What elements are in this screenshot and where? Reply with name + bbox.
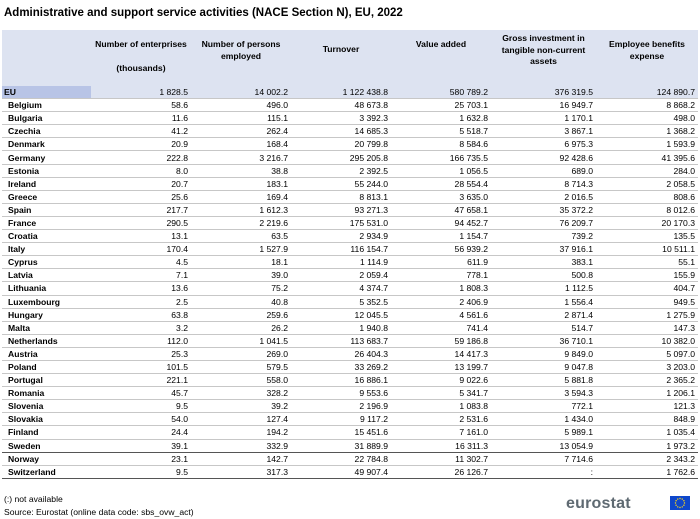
table-row xyxy=(2,334,698,347)
cell-value: 55.1 xyxy=(596,256,698,269)
row-label: Denmark xyxy=(2,138,91,151)
row-label: Sweden xyxy=(2,439,91,452)
footnote-source: Source: Eurostat (online data code: sbs_ovw_act) xyxy=(4,507,194,517)
row-label: Portugal xyxy=(2,374,91,387)
eu-flag-icon xyxy=(670,496,690,510)
cell-value: 39.2 xyxy=(191,400,291,413)
header-value-added-label: Value added xyxy=(415,39,467,49)
cell-value: 500.8 xyxy=(491,269,596,282)
cell-value: 1 041.5 xyxy=(191,334,291,347)
cell-value: 1 632.8 xyxy=(391,112,491,125)
cell-value: 16 311.3 xyxy=(391,439,491,452)
table-row xyxy=(2,203,698,216)
eu-flag-star xyxy=(675,502,676,503)
header-employee-benefits-label: Employee benefits expense xyxy=(609,39,685,61)
header-persons-employed xyxy=(191,30,291,86)
cell-value: 2 058.5 xyxy=(596,177,698,190)
cell-value: 259.6 xyxy=(191,308,291,321)
row-label: Hungary xyxy=(2,308,91,321)
cell-value: 31 889.9 xyxy=(291,439,391,452)
cell-value: 9 047.8 xyxy=(491,360,596,373)
table-row xyxy=(2,99,698,112)
cell-value: 166 735.5 xyxy=(391,151,491,164)
cell-value: 175 531.0 xyxy=(291,216,391,229)
header-enterprises xyxy=(91,30,191,86)
table-row xyxy=(2,112,698,125)
cell-value: 142.7 xyxy=(191,452,291,465)
header-row xyxy=(2,30,698,86)
cell-value: 13.1 xyxy=(91,230,191,243)
eurostat-logo-text: eurostat xyxy=(566,495,631,512)
header-corner xyxy=(2,30,91,86)
cell-value: 135.5 xyxy=(596,230,698,243)
cell-value: 949.5 xyxy=(596,295,698,308)
eu-flag-star xyxy=(683,500,684,501)
row-label: Spain xyxy=(2,203,91,216)
cell-value: 2 196.9 xyxy=(291,400,391,413)
table-row xyxy=(2,230,698,243)
eu-flag-star xyxy=(675,500,676,501)
cell-value: 58.6 xyxy=(91,99,191,112)
cell-value: 1 275.9 xyxy=(596,308,698,321)
cell-value: 47 658.1 xyxy=(391,203,491,216)
cell-value: 2 871.4 xyxy=(491,308,596,321)
cell-value: 25.3 xyxy=(91,347,191,360)
cell-value: 116 154.7 xyxy=(291,243,391,256)
header-unit-label: (thousands) xyxy=(116,62,166,73)
cell-value: 183.1 xyxy=(191,177,291,190)
cell-value: 8 584.6 xyxy=(391,138,491,151)
cell-value: 121.3 xyxy=(596,400,698,413)
cell-value: 4.5 xyxy=(91,256,191,269)
cell-value: 23.1 xyxy=(91,452,191,465)
cell-value: 15 451.6 xyxy=(291,426,391,439)
cell-value: 40.8 xyxy=(191,295,291,308)
cell-value: 3 867.1 xyxy=(491,125,596,138)
cell-value: 37 916.1 xyxy=(491,243,596,256)
cell-value: 5 352.5 xyxy=(291,295,391,308)
header-gross-investment-label: Gross investment in tangible non-current assets xyxy=(501,33,586,66)
table-title: Administrative and support service activities (NACE Section N), EU, 2022 xyxy=(4,7,403,19)
cell-value: 63.8 xyxy=(91,308,191,321)
cell-value: 24.4 xyxy=(91,426,191,439)
table-row xyxy=(2,308,698,321)
cell-value: 1 593.9 xyxy=(596,138,698,151)
cell-value: 2 059.4 xyxy=(291,269,391,282)
cell-value: 2 934.9 xyxy=(291,230,391,243)
row-label: Malta xyxy=(2,321,91,334)
cell-value: 328.2 xyxy=(191,387,291,400)
cell-value: 16 949.7 xyxy=(491,99,596,112)
row-label: Austria xyxy=(2,347,91,360)
cell-value: 56 939.2 xyxy=(391,243,491,256)
cell-value: 2 365.2 xyxy=(596,374,698,387)
cell-value: 38.8 xyxy=(191,164,291,177)
cell-value: 11.6 xyxy=(91,112,191,125)
cell-value: 580 789.2 xyxy=(391,86,491,99)
eu-flag-star xyxy=(677,506,678,507)
cell-value: 1 828.5 xyxy=(91,86,191,99)
cell-value: 1 940.8 xyxy=(291,321,391,334)
cell-value: 217.7 xyxy=(91,203,191,216)
cell-value: 221.1 xyxy=(91,374,191,387)
cell-value: 741.4 xyxy=(391,321,491,334)
cell-value: 3.2 xyxy=(91,321,191,334)
cell-value: 9 553.6 xyxy=(291,387,391,400)
cell-value: 262.4 xyxy=(191,125,291,138)
table-row xyxy=(2,387,698,400)
cell-value: 41.2 xyxy=(91,125,191,138)
cell-value: 26 126.7 xyxy=(391,465,491,478)
cell-value: 14 417.3 xyxy=(391,347,491,360)
cell-value: 1 527.9 xyxy=(191,243,291,256)
cell-value: 6 975.3 xyxy=(491,138,596,151)
cell-value: 772.1 xyxy=(491,400,596,413)
eu-flag-star xyxy=(682,506,683,507)
cell-value: 1 973.2 xyxy=(596,439,698,452)
cell-value: 124 890.7 xyxy=(596,86,698,99)
eu-flag-star xyxy=(684,502,685,503)
cell-value: 25.6 xyxy=(91,190,191,203)
cell-value: 295 205.8 xyxy=(291,151,391,164)
row-label: Belgium xyxy=(2,99,91,112)
cell-value: 92 428.6 xyxy=(491,151,596,164)
cell-value: 39.0 xyxy=(191,269,291,282)
cell-value: 1 122 438.8 xyxy=(291,86,391,99)
cell-value: 8 813.1 xyxy=(291,190,391,203)
cell-value: 2 343.2 xyxy=(596,452,698,465)
cell-value: 1 056.5 xyxy=(391,164,491,177)
cell-value: 2 016.5 xyxy=(491,190,596,203)
cell-value: 1 612.3 xyxy=(191,203,291,216)
cell-value: 20 799.8 xyxy=(291,138,391,151)
cell-value: 808.6 xyxy=(596,190,698,203)
cell-value: 20.9 xyxy=(91,138,191,151)
cell-value: 496.0 xyxy=(191,99,291,112)
row-label: France xyxy=(2,216,91,229)
cell-value: 147.3 xyxy=(596,321,698,334)
cell-value: 49 907.4 xyxy=(291,465,391,478)
cell-value: 1 206.1 xyxy=(596,387,698,400)
header-turnover xyxy=(291,30,391,86)
table-row xyxy=(2,465,698,478)
cell-value: 1 808.3 xyxy=(391,282,491,295)
row-label: Estonia xyxy=(2,164,91,177)
header-employee-benefits xyxy=(596,30,698,86)
cell-value: 317.3 xyxy=(191,465,291,478)
cell-value: 11 302.7 xyxy=(391,452,491,465)
cell-value: 383.1 xyxy=(491,256,596,269)
cell-value: 2 219.6 xyxy=(191,216,291,229)
cell-value: 1 114.9 xyxy=(291,256,391,269)
row-label: Slovakia xyxy=(2,413,91,426)
cell-value: 13 054.9 xyxy=(491,439,596,452)
cell-value: 8 868.2 xyxy=(596,99,698,112)
cell-value: 20 170.3 xyxy=(596,216,698,229)
row-label: Latvia xyxy=(2,269,91,282)
table-row-eu xyxy=(2,86,698,99)
cell-value: 1 154.7 xyxy=(391,230,491,243)
cell-value: 2 531.6 xyxy=(391,413,491,426)
row-label: Romania xyxy=(2,387,91,400)
cell-value: 498.0 xyxy=(596,112,698,125)
table-row xyxy=(2,360,698,373)
cell-value: 35 372.2 xyxy=(491,203,596,216)
table-row xyxy=(2,413,698,426)
row-label: Bulgaria xyxy=(2,112,91,125)
table-row xyxy=(2,269,698,282)
cell-value: 3 203.0 xyxy=(596,360,698,373)
cell-value: 4 374.7 xyxy=(291,282,391,295)
data-table xyxy=(2,30,698,479)
cell-value: 10 382.0 xyxy=(596,334,698,347)
cell-value: 579.5 xyxy=(191,360,291,373)
table-row xyxy=(2,256,698,269)
row-label: Lithuania xyxy=(2,282,91,295)
cell-value: 5 518.7 xyxy=(391,125,491,138)
cell-value: 101.5 xyxy=(91,360,191,373)
cell-value: 115.1 xyxy=(191,112,291,125)
cell-value: 778.1 xyxy=(391,269,491,282)
row-label: EU xyxy=(2,86,91,99)
row-label: Poland xyxy=(2,360,91,373)
cell-value: 284.0 xyxy=(596,164,698,177)
cell-value: 514.7 xyxy=(491,321,596,334)
cell-value: 168.4 xyxy=(191,138,291,151)
table-row xyxy=(2,400,698,413)
cell-value: 26 404.3 xyxy=(291,347,391,360)
header-gross-investment xyxy=(491,30,596,86)
cell-value: 26.2 xyxy=(191,321,291,334)
cell-value: 9 022.6 xyxy=(391,374,491,387)
cell-value: 127.4 xyxy=(191,413,291,426)
row-label: Italy xyxy=(2,243,91,256)
table-row xyxy=(2,374,698,387)
cell-value: 1 035.4 xyxy=(596,426,698,439)
cell-value: 14 002.2 xyxy=(191,86,291,99)
cell-value: 611.9 xyxy=(391,256,491,269)
cell-value: 8 012.6 xyxy=(596,203,698,216)
row-label: Greece xyxy=(2,190,91,203)
cell-value: 1 762.6 xyxy=(596,465,698,478)
cell-value: 290.5 xyxy=(91,216,191,229)
eu-flag-star xyxy=(677,498,678,499)
cell-value: 1 170.1 xyxy=(491,112,596,125)
cell-value: 332.9 xyxy=(191,439,291,452)
eu-flag-star xyxy=(675,505,676,506)
cell-value: 75.2 xyxy=(191,282,291,295)
header-turnover-label: Turnover xyxy=(322,44,360,54)
table-row xyxy=(2,151,698,164)
cell-value: 9 117.2 xyxy=(291,413,391,426)
cell-value: 739.2 xyxy=(491,230,596,243)
cell-value: 3 635.0 xyxy=(391,190,491,203)
row-label: Switzerland xyxy=(2,465,91,478)
cell-value: 10 511.1 xyxy=(596,243,698,256)
cell-value: 7 161.0 xyxy=(391,426,491,439)
table-row xyxy=(2,452,698,465)
cell-value: 93 271.3 xyxy=(291,203,391,216)
cell-value: 194.2 xyxy=(191,426,291,439)
eu-flag-star xyxy=(679,507,680,508)
cell-value: 45.7 xyxy=(91,387,191,400)
cell-value: 25 703.1 xyxy=(391,99,491,112)
cell-value: 5 989.1 xyxy=(491,426,596,439)
table-row xyxy=(2,439,698,452)
cell-value: 48 673.8 xyxy=(291,99,391,112)
cell-value: 94 452.7 xyxy=(391,216,491,229)
cell-value: 2 406.9 xyxy=(391,295,491,308)
cell-value: 13 199.7 xyxy=(391,360,491,373)
cell-value: 9.5 xyxy=(91,400,191,413)
row-label: Slovenia xyxy=(2,400,91,413)
row-label: Ireland xyxy=(2,177,91,190)
cell-value: 9.5 xyxy=(91,465,191,478)
cell-value: 41 395.6 xyxy=(596,151,698,164)
cell-value: 376 319.5 xyxy=(491,86,596,99)
table-row xyxy=(2,125,698,138)
cell-value: 3 594.3 xyxy=(491,387,596,400)
table-row xyxy=(2,164,698,177)
eu-flag-star xyxy=(679,498,680,499)
cell-value: 33 269.2 xyxy=(291,360,391,373)
cell-value: 18.1 xyxy=(191,256,291,269)
cell-value: 5 341.7 xyxy=(391,387,491,400)
cell-value: 2.5 xyxy=(91,295,191,308)
cell-value: 76 209.7 xyxy=(491,216,596,229)
header-persons-employed-label: Number of persons employed xyxy=(201,39,281,61)
cell-value: 7.1 xyxy=(91,269,191,282)
cell-value: 848.9 xyxy=(596,413,698,426)
cell-value: 9 849.0 xyxy=(491,347,596,360)
row-label: Germany xyxy=(2,151,91,164)
cell-value: 54.0 xyxy=(91,413,191,426)
row-label: Norway xyxy=(2,452,91,465)
cell-value: 13.6 xyxy=(91,282,191,295)
table-row xyxy=(2,216,698,229)
table-row xyxy=(2,177,698,190)
cell-value: 63.5 xyxy=(191,230,291,243)
cell-value: 1 556.4 xyxy=(491,295,596,308)
table-row xyxy=(2,426,698,439)
cell-value: 7 714.6 xyxy=(491,452,596,465)
cell-value: 39.1 xyxy=(91,439,191,452)
cell-value: 12 045.5 xyxy=(291,308,391,321)
cell-value: 59 186.8 xyxy=(391,334,491,347)
row-label: Luxembourg xyxy=(2,295,91,308)
cell-value: 3 392.3 xyxy=(291,112,391,125)
table-body xyxy=(2,86,698,478)
cell-value: 169.4 xyxy=(191,190,291,203)
table-row xyxy=(2,190,698,203)
header-enterprises-label: Number of enterprises xyxy=(95,39,187,49)
cell-value: 155.9 xyxy=(596,269,698,282)
cell-value: 1 083.8 xyxy=(391,400,491,413)
cell-value: 14 685.3 xyxy=(291,125,391,138)
cell-value: 1 368.2 xyxy=(596,125,698,138)
cell-value: 113 683.7 xyxy=(291,334,391,347)
header-value-added xyxy=(391,30,491,86)
footnote-not-available: (:) not available xyxy=(4,494,63,504)
table-row xyxy=(2,295,698,308)
table-row xyxy=(2,321,698,334)
cell-value: 1 112.5 xyxy=(491,282,596,295)
cell-value: 689.0 xyxy=(491,164,596,177)
cell-value: 269.0 xyxy=(191,347,291,360)
cell-value: 1 434.0 xyxy=(491,413,596,426)
cell-value: 170.4 xyxy=(91,243,191,256)
table-row xyxy=(2,347,698,360)
row-label: Czechia xyxy=(2,125,91,138)
row-label: Netherlands xyxy=(2,334,91,347)
cell-value: 16 886.1 xyxy=(291,374,391,387)
cell-value: 222.8 xyxy=(91,151,191,164)
table-row xyxy=(2,243,698,256)
cell-value: 20.7 xyxy=(91,177,191,190)
cell-value: : xyxy=(491,465,596,478)
cell-value: 28 554.4 xyxy=(391,177,491,190)
row-label: Cyprus xyxy=(2,256,91,269)
cell-value: 112.0 xyxy=(91,334,191,347)
cell-value: 55 244.0 xyxy=(291,177,391,190)
cell-value: 404.7 xyxy=(596,282,698,295)
table-row xyxy=(2,138,698,151)
eu-flag-star xyxy=(683,505,684,506)
row-label: Finland xyxy=(2,426,91,439)
cell-value: 5 097.0 xyxy=(596,347,698,360)
cell-value: 8 714.3 xyxy=(491,177,596,190)
eu-flag-star xyxy=(682,498,683,499)
cell-value: 4 561.6 xyxy=(391,308,491,321)
table-row xyxy=(2,282,698,295)
cell-value: 36 710.1 xyxy=(491,334,596,347)
cell-value: 558.0 xyxy=(191,374,291,387)
cell-value: 5 881.8 xyxy=(491,374,596,387)
row-label: Croatia xyxy=(2,230,91,243)
cell-value: 2 392.5 xyxy=(291,164,391,177)
eurostat-logo xyxy=(566,495,696,515)
cell-value: 8.0 xyxy=(91,164,191,177)
cell-value: 3 216.7 xyxy=(191,151,291,164)
cell-value: 22 784.8 xyxy=(291,452,391,465)
